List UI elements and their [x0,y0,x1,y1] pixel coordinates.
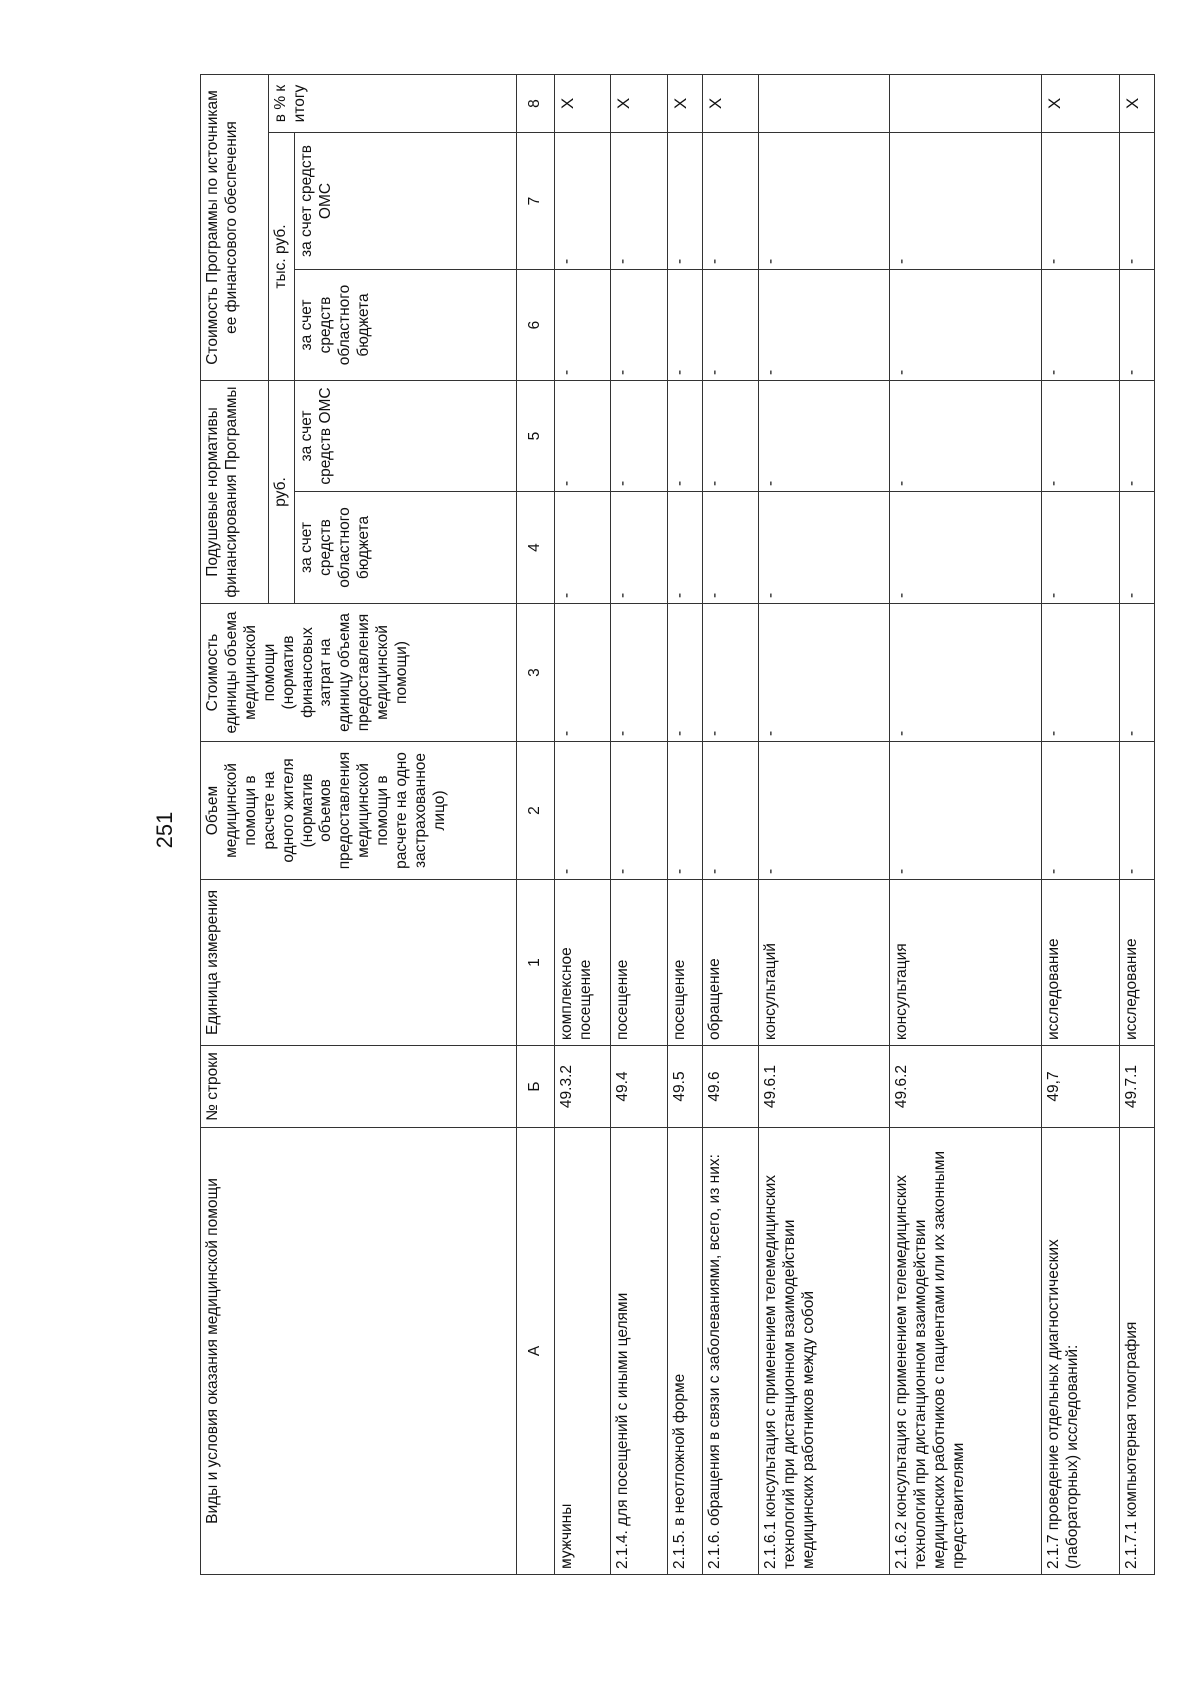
column-number: А [517,1128,555,1575]
row-value-2: - [667,742,702,880]
row-value-8: X [1042,75,1119,133]
rotated-table-container [200,75,1155,1575]
row-unit: исследование [1042,880,1119,1046]
row-value-2: - [611,742,667,880]
row-value-3: - [555,604,611,742]
row-value-7: - [890,133,1042,270]
row-unit: посещение [667,880,702,1046]
row-value-4: - [1042,492,1119,604]
header-col-8: в % к итогу [269,75,517,133]
row-value-6: - [555,270,611,381]
row-value-6: - [611,270,667,381]
column-number: 1 [517,880,555,1046]
table-row [611,75,667,1575]
row-value-4: - [667,492,702,604]
table-row [890,75,1042,1575]
row-unit: исследование [1119,880,1154,1046]
row-value-5: - [555,381,611,492]
row-value-6: - [759,270,890,381]
row-value-8 [890,75,1042,133]
row-value-3: - [702,604,758,742]
table-row [702,75,758,1575]
row-value-2: - [890,742,1042,880]
row-value-6: - [1042,270,1119,381]
column-number: 3 [517,604,555,742]
header-col-a: Виды и условия оказания медицинской помощи [201,1128,517,1575]
header-col-4: за счет средств областного бюджета [295,492,517,604]
header-col-b: № строки [201,1046,517,1128]
row-value-3: - [759,604,890,742]
row-value-8: X [1119,75,1154,133]
row-unit: комплексное посещение [555,880,611,1046]
row-name: мужчины [555,1128,611,1575]
header-col-3: Стоимость единицы объема медицинской помощи (норматив финансовых затрат на единицу объема предоставления медицинской помощи) [201,604,517,742]
row-unit: посещение [611,880,667,1046]
row-name: 2.1.6.1 консультация с применением телемедицинских технологий при дистанционном взаимодействии медицинских работников между собой [759,1128,890,1575]
row-line-number: 49.6.1 [759,1046,890,1128]
column-number: 6 [517,270,555,381]
row-value-7: - [702,133,758,270]
row-value-6: - [890,270,1042,381]
header-col-7: за счет средств ОМС [295,133,517,270]
column-number: 4 [517,492,555,604]
table-row [1042,75,1119,1575]
header-group-normatives: Подушевые нормативы финансирования Программы [201,381,269,604]
row-name: 2.1.5. в неотложной форме [667,1128,702,1575]
row-value-5: - [667,381,702,492]
header-cost-unit: тыс. руб. [269,133,295,381]
table-row [1119,75,1154,1575]
column-number: 2 [517,742,555,880]
table-row [667,75,702,1575]
table-row [759,75,890,1575]
row-value-3: - [611,604,667,742]
row-unit: консультаций [759,880,890,1046]
row-value-7: - [611,133,667,270]
row-line-number: 49.6.2 [890,1046,1042,1128]
row-value-4: - [702,492,758,604]
row-value-4: - [890,492,1042,604]
row-line-number: 49.7.1 [1119,1046,1154,1128]
row-value-2: - [1119,742,1154,880]
column-number: 7 [517,133,555,270]
page-number: 251 [152,811,177,849]
header-normatives-unit: руб. [269,381,295,604]
row-value-8: X [555,75,611,133]
row-value-4: - [1119,492,1154,604]
header-col-5: за счет средств ОМС [295,381,517,492]
row-value-8: X [667,75,702,133]
row-name: 2.1.6. обращения в связи с заболеваниями, всего, из них: [702,1128,758,1575]
row-name: 2.1.7 проведение отдельных диагностических (лабораторных) исследований: [1042,1128,1119,1575]
header-group-cost: Стоимость Программы по источникам ее финансового обеспечения [201,75,269,381]
row-line-number: 49.5 [667,1046,702,1128]
header-col-2: Объем медицинской помощи в расчете на одного жителя (норматив объемов предоставления медицинской помощи в расчете на одно застрахованное лицо) [201,742,517,880]
row-value-5: - [1042,381,1119,492]
row-value-3: - [667,604,702,742]
row-line-number: 49.3.2 [555,1046,611,1128]
row-value-3: - [1042,604,1119,742]
row-value-8: X [702,75,758,133]
row-value-6: - [702,270,758,381]
row-value-2: - [759,742,890,880]
row-line-number: 49,7 [1042,1046,1119,1128]
row-value-7: - [759,133,890,270]
row-value-7: - [555,133,611,270]
row-value-5: - [611,381,667,492]
row-value-3: - [890,604,1042,742]
row-value-5: - [702,381,758,492]
column-number: 8 [517,75,555,133]
row-unit: консультация [890,880,1042,1046]
row-value-6: - [667,270,702,381]
row-value-2: - [702,742,758,880]
row-value-3: - [1119,604,1154,742]
row-value-8: X [611,75,667,133]
row-value-2: - [1042,742,1119,880]
row-value-7: - [1119,133,1154,270]
header-col-1: Единица измерения [201,880,517,1046]
row-value-5: - [759,381,890,492]
row-value-5: - [1119,381,1154,492]
column-number: Б [517,1046,555,1128]
column-number-row [517,75,555,1575]
row-unit: обращение [702,880,758,1046]
row-value-5: - [890,381,1042,492]
row-name: 2.1.7.1 компьютерная томография [1119,1128,1154,1575]
row-name: 2.1.4. для посещений с иными целями [611,1128,667,1575]
row-value-6: - [1119,270,1154,381]
table-row [555,75,611,1575]
row-value-4: - [611,492,667,604]
row-value-7: - [1042,133,1119,270]
row-value-4: - [759,492,890,604]
row-line-number: 49.4 [611,1046,667,1128]
row-name: 2.1.6.2 консультация с применением телемедицинских технологий при дистанционном взаимодействии медицинских работников с пациентами или их законными представителями [890,1128,1042,1575]
row-value-2: - [555,742,611,880]
row-value-4: - [555,492,611,604]
header-col-6: за счет средств областного бюджета [295,270,517,381]
row-line-number: 49.6 [702,1046,758,1128]
column-number: 5 [517,381,555,492]
row-value-8 [759,75,890,133]
financing-table [200,74,1155,1575]
row-value-7: - [667,133,702,270]
